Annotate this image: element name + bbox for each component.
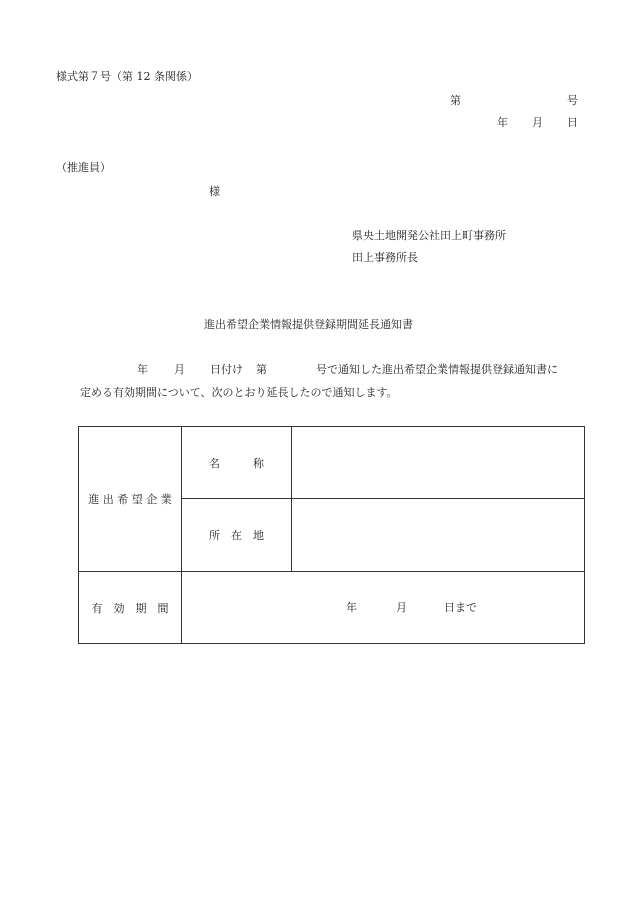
recipient-role: （推進員）	[56, 161, 111, 174]
validity-month: 月	[396, 601, 407, 614]
sender-title: 田上事務所長	[352, 251, 418, 264]
sender-office: 県央土地開発公社田上町事務所	[352, 229, 506, 242]
validity-label-cell	[79, 572, 182, 644]
body-line1-rest: 号で通知した進出希望企業情報提供登録通知書に	[316, 363, 558, 376]
validity-label: 有 効 期 間	[91, 601, 169, 615]
address-label-cell	[182, 499, 292, 572]
validity-until: 日まで	[444, 601, 477, 614]
doc-number-prefix: 第	[450, 94, 461, 107]
recipient-honorific: 様	[209, 185, 220, 198]
date-year: 年	[497, 116, 508, 129]
form-reference: 様式第７号（第 12 条関係）	[56, 70, 198, 83]
doc-number-suffix: 号	[567, 94, 578, 107]
validity-value-cell[interactable]	[182, 572, 585, 644]
validity-year: 年	[346, 601, 357, 614]
company-header-cell	[79, 427, 182, 572]
address-label: 所 在 地	[209, 529, 264, 542]
address-value-cell[interactable]	[292, 499, 585, 572]
company-info-table	[78, 426, 585, 644]
company-header-label: 進 出 希 望 企 業	[88, 493, 172, 506]
name-label-cell	[182, 427, 292, 499]
date-day: 日	[567, 116, 578, 129]
body-line2: 定める有効期間について、次のとおり延長したので通知します。	[80, 386, 398, 399]
body-dai: 第	[256, 363, 267, 376]
document-title: 進出希望企業情報提供登録期間延長通知書	[204, 318, 413, 331]
body-month: 月	[174, 363, 185, 376]
body-day-dated: 日付け	[210, 363, 243, 376]
date-month: 月	[532, 116, 543, 129]
name-value-cell[interactable]	[292, 427, 585, 499]
body-year: 年	[137, 363, 148, 376]
name-label: 名 称	[209, 456, 264, 470]
